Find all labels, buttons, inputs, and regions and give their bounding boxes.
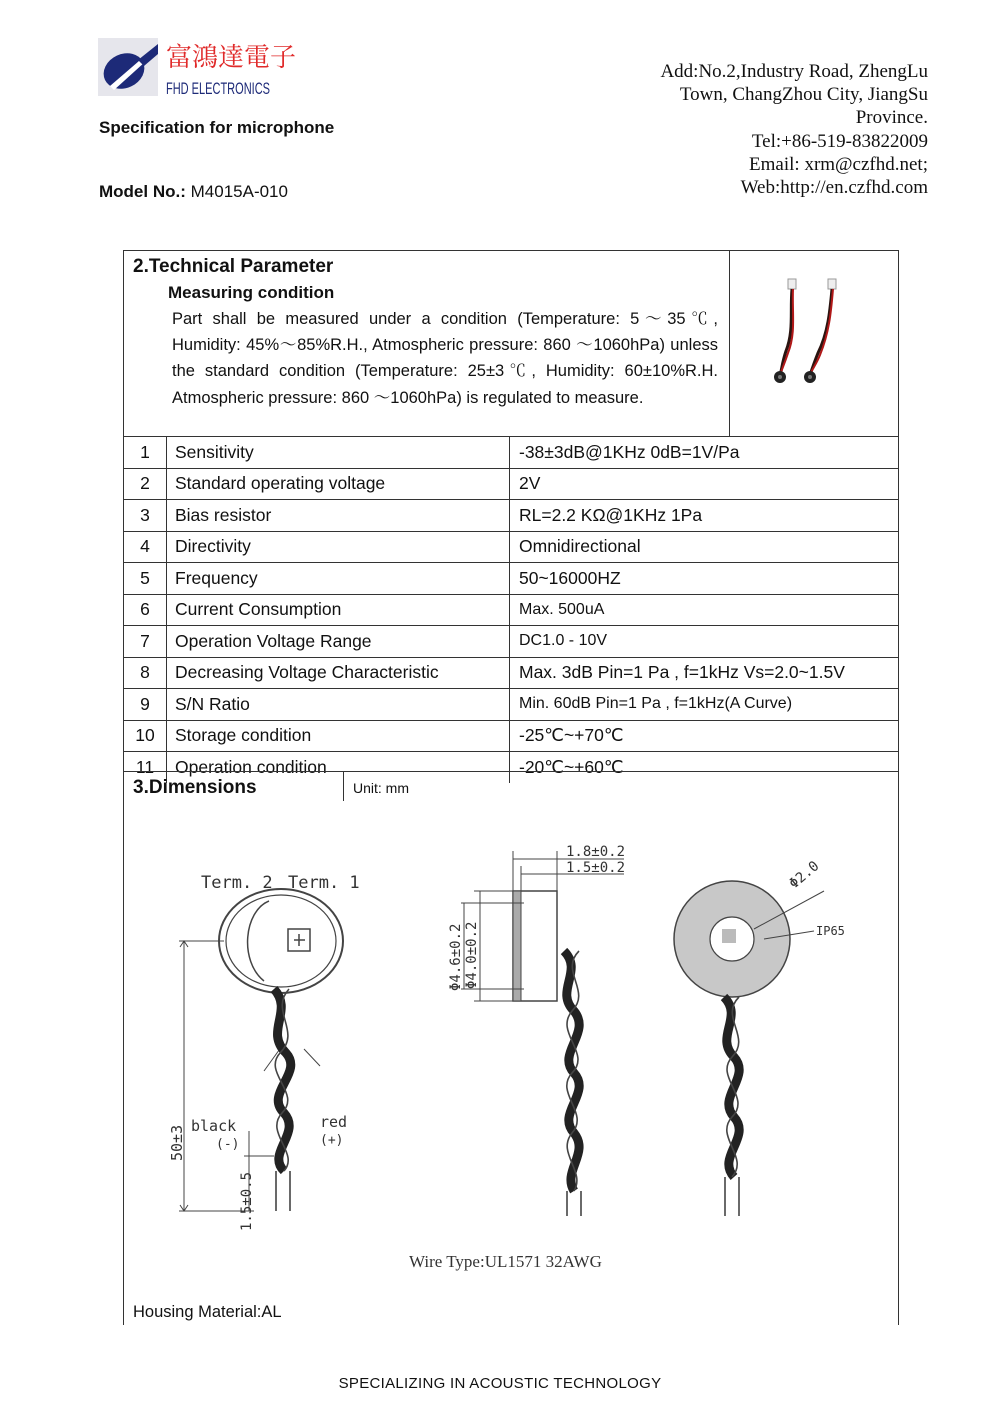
- measuring-condition-text: Part shall be measured under a condition (Temperature: 5～35℃, Humidity: 45%～85%R.H., Atmospheric pressure: 860 ～1060hPa) unless the standard condition (Temperature: 25±3℃, Humidity: 60±10%R.H. Atmospheric pressure: 860 ～1060hPa) is regulated to measure.: [172, 310, 718, 407]
- address-line: Town, ChangZhou City, JiangSu: [679, 84, 928, 106]
- table-row: [124, 531, 898, 563]
- technical-parameter-header: [124, 251, 730, 436]
- address-line: Province.: [855, 107, 928, 129]
- company-address: [660, 60, 928, 199]
- parameter-value: -38±3dB@1KHz 0dB=1V/Pa: [510, 437, 899, 469]
- section-title-technical: 2.Technical Parameter: [133, 256, 334, 277]
- model-label: Model No.:: [99, 182, 186, 201]
- parameter-name: Storage condition: [167, 720, 510, 752]
- parameter-name: Standard operating voltage: [167, 468, 510, 500]
- table-row: [124, 689, 898, 721]
- parameter-value: Omnidirectional: [510, 531, 899, 563]
- parameter-name: Operation condition: [167, 752, 510, 783]
- outer-diameter-dimension: Φ4.6±0.2: [448, 923, 464, 991]
- inner-diameter-dimension: Φ4.0±0.2: [464, 921, 480, 989]
- section-title-dimensions: 3.Dimensions: [133, 777, 257, 798]
- page-footer: SPECIALIZING IN ACOUSTIC TECHNOLOGY: [338, 1375, 662, 1392]
- housing-material: Housing Material:AL: [133, 1303, 282, 1321]
- measuring-condition-heading: Measuring condition: [168, 283, 335, 302]
- parameter-value: RL=2.2 KΩ@1KHz 1Pa: [510, 500, 899, 532]
- email-line: Email: xrm@czfhd.net;: [749, 153, 928, 175]
- table-row: [124, 626, 898, 658]
- table-row: [124, 437, 898, 469]
- parameter-name: Sensitivity: [167, 437, 510, 469]
- parameter-value: Min. 60dB Pin=1 Pa , f=1kHz(A Curve): [510, 689, 899, 721]
- row-number: 4: [124, 531, 167, 563]
- row-number: 10: [124, 720, 167, 752]
- row-number: 9: [124, 689, 167, 721]
- company-logo: [98, 38, 297, 100]
- table-row: [124, 720, 898, 752]
- height-body-dimension: 1.5±0.2: [566, 860, 626, 876]
- parameter-name: S/N Ratio: [167, 689, 510, 721]
- height-total-dimension: 1.8±0.2: [566, 844, 626, 860]
- logo-en-text: FHD ELECTRONICS: [166, 79, 270, 98]
- row-number: 11: [124, 752, 167, 783]
- dimension-drawing: [124, 811, 898, 1281]
- web-line: Web:http://en.czfhd.com: [740, 177, 928, 199]
- row-number: 6: [124, 594, 167, 626]
- row-number: 2: [124, 468, 167, 500]
- hole-diameter-dimension: Φ2.0: [786, 858, 823, 893]
- red-label: red: [320, 1113, 348, 1131]
- table-row: [124, 594, 898, 626]
- dimensions-unit: Unit: mm: [353, 780, 409, 796]
- table-row: [124, 563, 898, 595]
- address-line: Add:No.2,Industry Road, ZhengLu: [660, 61, 928, 82]
- parameter-table: [124, 436, 898, 783]
- back-view: [674, 881, 824, 997]
- table-row: [124, 657, 898, 689]
- front-view: [179, 889, 343, 1211]
- parameter-value: DC1.0 - 10V: [510, 626, 899, 658]
- parameter-value: 2V: [510, 468, 899, 500]
- term2-label: Term. 2: [201, 873, 273, 893]
- spec-frame: [123, 250, 899, 1325]
- parameter-value: -25℃~+70℃: [510, 720, 899, 752]
- parameter-value: 50~16000HZ: [510, 563, 899, 595]
- parameter-name: Bias resistor: [167, 500, 510, 532]
- table-row: [124, 468, 898, 500]
- length-dimension: 50±3: [168, 1124, 186, 1161]
- logo-cn-text: 富鴻達電子: [166, 43, 297, 73]
- row-number: 8: [124, 657, 167, 689]
- black-label: black: [191, 1117, 237, 1135]
- dimensions-divider: [124, 771, 898, 772]
- document-title: Specification for microphone: [99, 118, 335, 137]
- red-sign: (+): [320, 1133, 344, 1148]
- phone-line: Tel:+86-519-83822009: [751, 130, 928, 152]
- parameter-name: Directivity: [167, 531, 510, 563]
- parameter-name: Decreasing Voltage Characteristic: [167, 657, 510, 689]
- parameter-value: Max. 500uA: [510, 594, 899, 626]
- row-number: 3: [124, 500, 167, 532]
- parameter-name: Current Consumption: [167, 594, 510, 626]
- black-sign: (-): [216, 1137, 240, 1152]
- model-value: M4015A-010: [190, 182, 288, 201]
- dimensions-title-separator: [343, 771, 344, 801]
- parameter-name: Frequency: [167, 563, 510, 595]
- parameter-name: Operation Voltage Range: [167, 626, 510, 658]
- term1-label: Term. 1: [288, 873, 360, 893]
- model-number: [99, 182, 288, 202]
- row-number: 7: [124, 626, 167, 658]
- parameter-value: -20℃~+60℃: [510, 752, 899, 783]
- microphone-photo: [730, 251, 898, 436]
- wire-type-label: Wire Type:UL1571 32AWG: [409, 1252, 602, 1271]
- parameter-value: Max. 3dB Pin=1 Pa , f=1kHz Vs=2.0~1.5V: [510, 657, 899, 689]
- strip-dimension: 1.5±0.5: [239, 1171, 255, 1231]
- table-row: [124, 500, 898, 532]
- row-number: 1: [124, 437, 167, 469]
- row-number: 5: [124, 563, 167, 595]
- ip-rating-label: IP65: [816, 924, 845, 938]
